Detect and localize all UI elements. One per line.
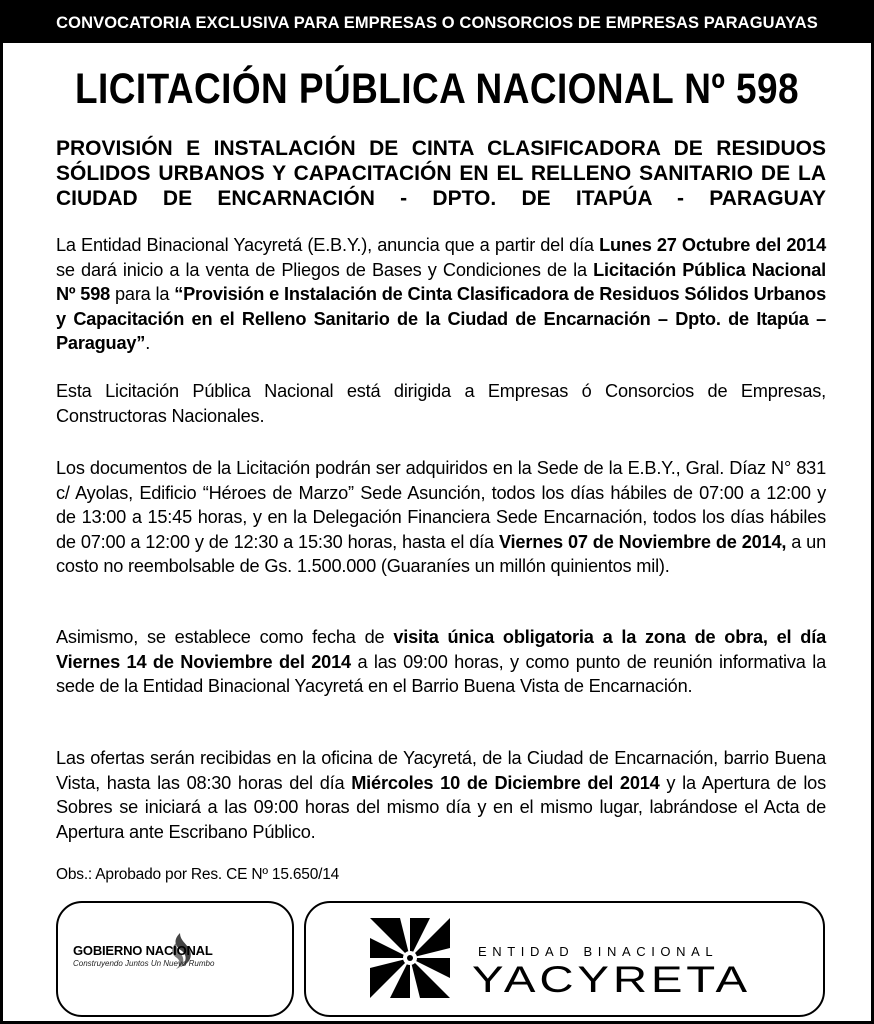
subtitle-line-2: SÓLIDOS URBANOS Y CAPACITACIÓN EN EL RELLENO SANITARIO DE LA [56,162,826,185]
p5-opening-date: Miércoles 10 de Diciembre del 2014 [351,772,660,793]
paragraph-eligibility: Esta Licitación Pública Nacional está dirigida a Empresas ó Consorcios de Empresas, Constructoras Nacionales. [56,381,826,426]
p1-text-1: La Entidad Binacional Yacyretá (E.B.Y.), anuncia que a partir del día [56,235,600,255]
eby-logo-box [304,901,825,1017]
gobierno-tagline: Construyendo Juntos Un Nuevo Rumbo [73,959,215,968]
p3-text-2: a un costo no reembolsable de Gs. 1.500.000 (Guaraníes un millón quinientos mil). [56,531,827,576]
p1-tender-number: Licitación Pública Nacional Nº 598 [56,259,826,304]
paragraph-site-visit [56,625,826,699]
p1-start-date: Lunes 27 Octubre del 2014 [599,235,826,255]
eby-brand-name: YACYRETA [472,959,751,1000]
main-title: LICITACIÓN PÚBLICA NACIONAL Nº 598 [75,65,799,113]
p1-text-4: . [145,333,151,353]
subtitle-line-1: PROVISIÓN E INSTALACIÓN DE CINTA CLASIFICADORA DE RESIDUOS [56,137,826,160]
spiral-emblem-icon [368,916,452,1000]
p4-text-1: Asimismo, se establece como fecha de [56,627,394,647]
p5-text-1: Las ofertas serán recibidas en la oficina de Yacyretá, de la Ciudad de Encarnación, barrio Buena Vista, hasta las 08:30 horas del día [56,748,826,793]
subtitle-line-3: CIUDAD DE ENCARNACIÓN - DPTO. DE ITAPÚA - PARAGUAY [56,187,826,210]
p3-deadline: Viernes 07 de Noviembre de 2014, [498,531,787,552]
p4-visit-date: visita única obligatoria a la zona de obra, el día Viernes 14 de Noviembre del 2014 [56,627,826,672]
observation-note: Obs.: Aprobado por Res. CE Nº 15.650/14 [56,866,340,883]
eby-entity-label: ENTIDAD BINACIONAL [478,944,719,959]
top-banner: CONVOCATORIA EXCLUSIVA PARA EMPRESAS O CONSORCIOS DE EMPRESAS PARAGUAYAS [3,3,871,43]
gobierno-logo-box [56,901,294,1017]
subtitle [56,136,826,211]
paragraph-announcement [56,233,826,356]
p1-text-2: se dará inicio a la venta de Pliegos de Bases y Condiciones de la [56,259,594,280]
p1-project-name: “Provisión e Instalación de Cinta Clasificadora de Residuos Sólidos Urbanos y Capacitación en el Relleno Sanitario de la Ciudad de Encarnación – Dpto. de Itapúa – Paraguay” [56,284,826,353]
p1-text-3: para la [110,284,175,304]
p5-text-2: y la Apertura de los Sobres se iniciará a las 09:00 horas del mismo día y en el mismo lugar, labrándose el Acta de Apertura ante Escribano Público. [56,772,826,842]
paragraph-offers [56,746,826,844]
p3-text-1: Los documentos de la Licitación podrán ser adquiridos en la Sede de la E.B.Y., Gral. Díaz N° 831 c/ Ayolas, Edificio “Héroes de Marzo” Sede Asunción, todos los días hábiles de 07:00 a 12:00 y de 13:00 a 15:45 horas, y en la Delegación Financiera Sede Encarnación, todos los días hábiles de 07:00 a 12:00 y de 12:30 a 15:30 horas, hasta el día [56,458,826,552]
p4-text-2: a las 09:00 horas, y como punto de reunión informativa la sede de la Entidad Binacional Yacyretá en el Barrio Buena Vista de Encarnación. [56,651,826,696]
paragraph-documents [56,456,826,579]
gobierno-name: GOBIERNO NACIONAL [73,943,213,958]
